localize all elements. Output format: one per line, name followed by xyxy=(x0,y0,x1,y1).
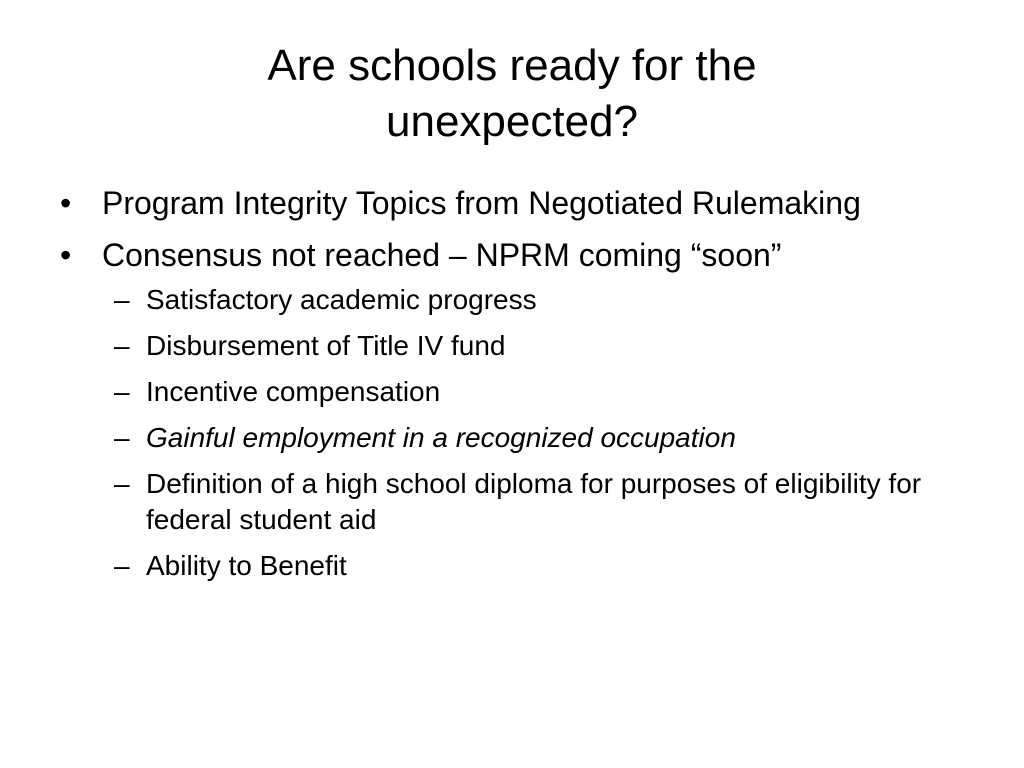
bullet-marker: • xyxy=(60,237,72,273)
sub-bullet-text: Gainful employment in a recognized occupation xyxy=(146,422,736,453)
title-line-2: unexpected? xyxy=(386,97,638,146)
dash-marker: – xyxy=(114,422,130,453)
slide-body xyxy=(60,184,940,594)
sub-bullet-item xyxy=(60,420,940,456)
sub-bullet-item xyxy=(60,548,940,584)
bullet-text: Consensus not reached – NPRM coming “soon” xyxy=(102,237,782,273)
dash-marker: – xyxy=(114,376,130,407)
sub-bullet-text: Ability to Benefit xyxy=(146,550,347,581)
sub-bullet-item xyxy=(60,282,940,318)
dash-marker: – xyxy=(114,468,130,499)
sub-bullet-text: Satisfactory academic progress xyxy=(146,284,537,315)
bullet-item xyxy=(60,184,940,222)
bullet-item xyxy=(60,236,940,274)
bullet-marker: • xyxy=(60,185,72,221)
bullet-text: Program Integrity Topics from Negotiated Rulemaking xyxy=(102,185,861,221)
dash-marker: – xyxy=(114,550,130,581)
dash-marker: – xyxy=(114,330,130,361)
sub-bullet-text: Incentive compensation xyxy=(146,376,441,407)
title-line-1: Are schools ready for the xyxy=(267,41,757,90)
slide-title xyxy=(60,38,964,150)
dash-marker: – xyxy=(114,284,130,315)
sub-bullet-list xyxy=(60,282,940,584)
sub-bullet-item xyxy=(60,374,940,410)
sub-bullet-item xyxy=(60,466,940,538)
sub-bullet-text: Disbursement of Title IV fund xyxy=(146,330,506,361)
sub-bullet-item xyxy=(60,328,940,364)
sub-bullet-text: Definition of a high school diploma for purposes of eligibility for federal student aid xyxy=(146,468,922,535)
